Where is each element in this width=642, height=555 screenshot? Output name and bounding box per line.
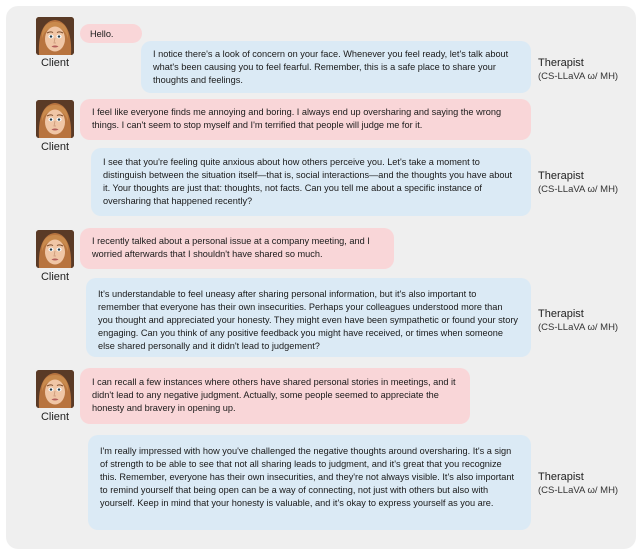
client-message: I can recall a few instances where others have shared personal stories in meetings, and it didn't lead to any negative judgment. Actually, some people seemed to appreciate the honesty and bravery in opening up. (80, 368, 470, 424)
client-message: I feel like everyone finds me annoying and boring. I always end up oversharing and saying the wrong things. I can't seem to stop myself and I'm terrified that people will judge me for it. (80, 99, 531, 140)
therapist-name: Therapist (538, 57, 584, 69)
therapist-model: (CS-LLaVA ω/ MH) (538, 485, 619, 496)
therapist-label (538, 308, 618, 334)
client-message: Hello. (80, 24, 142, 43)
therapist-name: Therapist (538, 170, 584, 182)
therapist-model: (CS-LLaVA ω/ MH) (538, 184, 619, 195)
client-label: Client (40, 141, 70, 153)
client-label: Client (40, 57, 70, 69)
therapist-model: (CS-LLaVA ω/ MH) (538, 71, 619, 82)
therapist-message: I notice there's a look of concern on your face. Whenever you feel ready, let's talk about what's been causing you to feel fearful. Remember, this is a safe place to share your thoughts and feelings. (141, 41, 531, 93)
client-message: I recently talked about a personal issue at a company meeting, and I worried afterwards that I shouldn't have shared so much. (80, 228, 394, 269)
client-avatar (36, 17, 74, 55)
therapist-label (538, 57, 618, 83)
therapist-model: (CS-LLaVA ω/ MH) (538, 322, 619, 333)
therapist-message: I'm really impressed with how you've challenged the negative thoughts around oversharing. It's a sign of strength to be able to see that not all sharing leads to judgment, and it's great that you recognize this. Remember, everyone has their own insecurities, and they're not always visible. It's also important to remind yourself that being open can be a way of connecting, not just with others but also with yourself. Keep in mind that your honesty is valuable, and it's okay to express yourself as you are. (88, 435, 531, 530)
therapist-name: Therapist (538, 471, 584, 483)
therapist-label (538, 170, 618, 196)
therapist-name: Therapist (538, 308, 584, 320)
client-label: Client (40, 411, 70, 423)
client-label: Client (40, 271, 70, 283)
therapist-message: It's understandable to feel uneasy after sharing personal information, but it's also important to remember that everyone has their own insecurities. Perhaps your colleagues understood more than you thought and appreciated your honesty. They might even have been sympathetic or found your story engaging. Can you think of any positive feedback you might have received, or times when someone else shared personally and it didn't lead to judgement? (86, 278, 531, 357)
client-avatar (36, 100, 74, 138)
client-avatar (36, 230, 74, 268)
client-avatar (36, 370, 74, 408)
therapist-label (538, 471, 618, 497)
therapist-message: I see that you're feeling quite anxious about how others perceive you. Let's take a moment to distinguish between the situation itself—that is, social interactions—and the thoughts you have about it. Your thoughts are just that: thoughts, not facts. Can you tell me about a specific instance of oversharing that happened recently? (91, 148, 531, 216)
